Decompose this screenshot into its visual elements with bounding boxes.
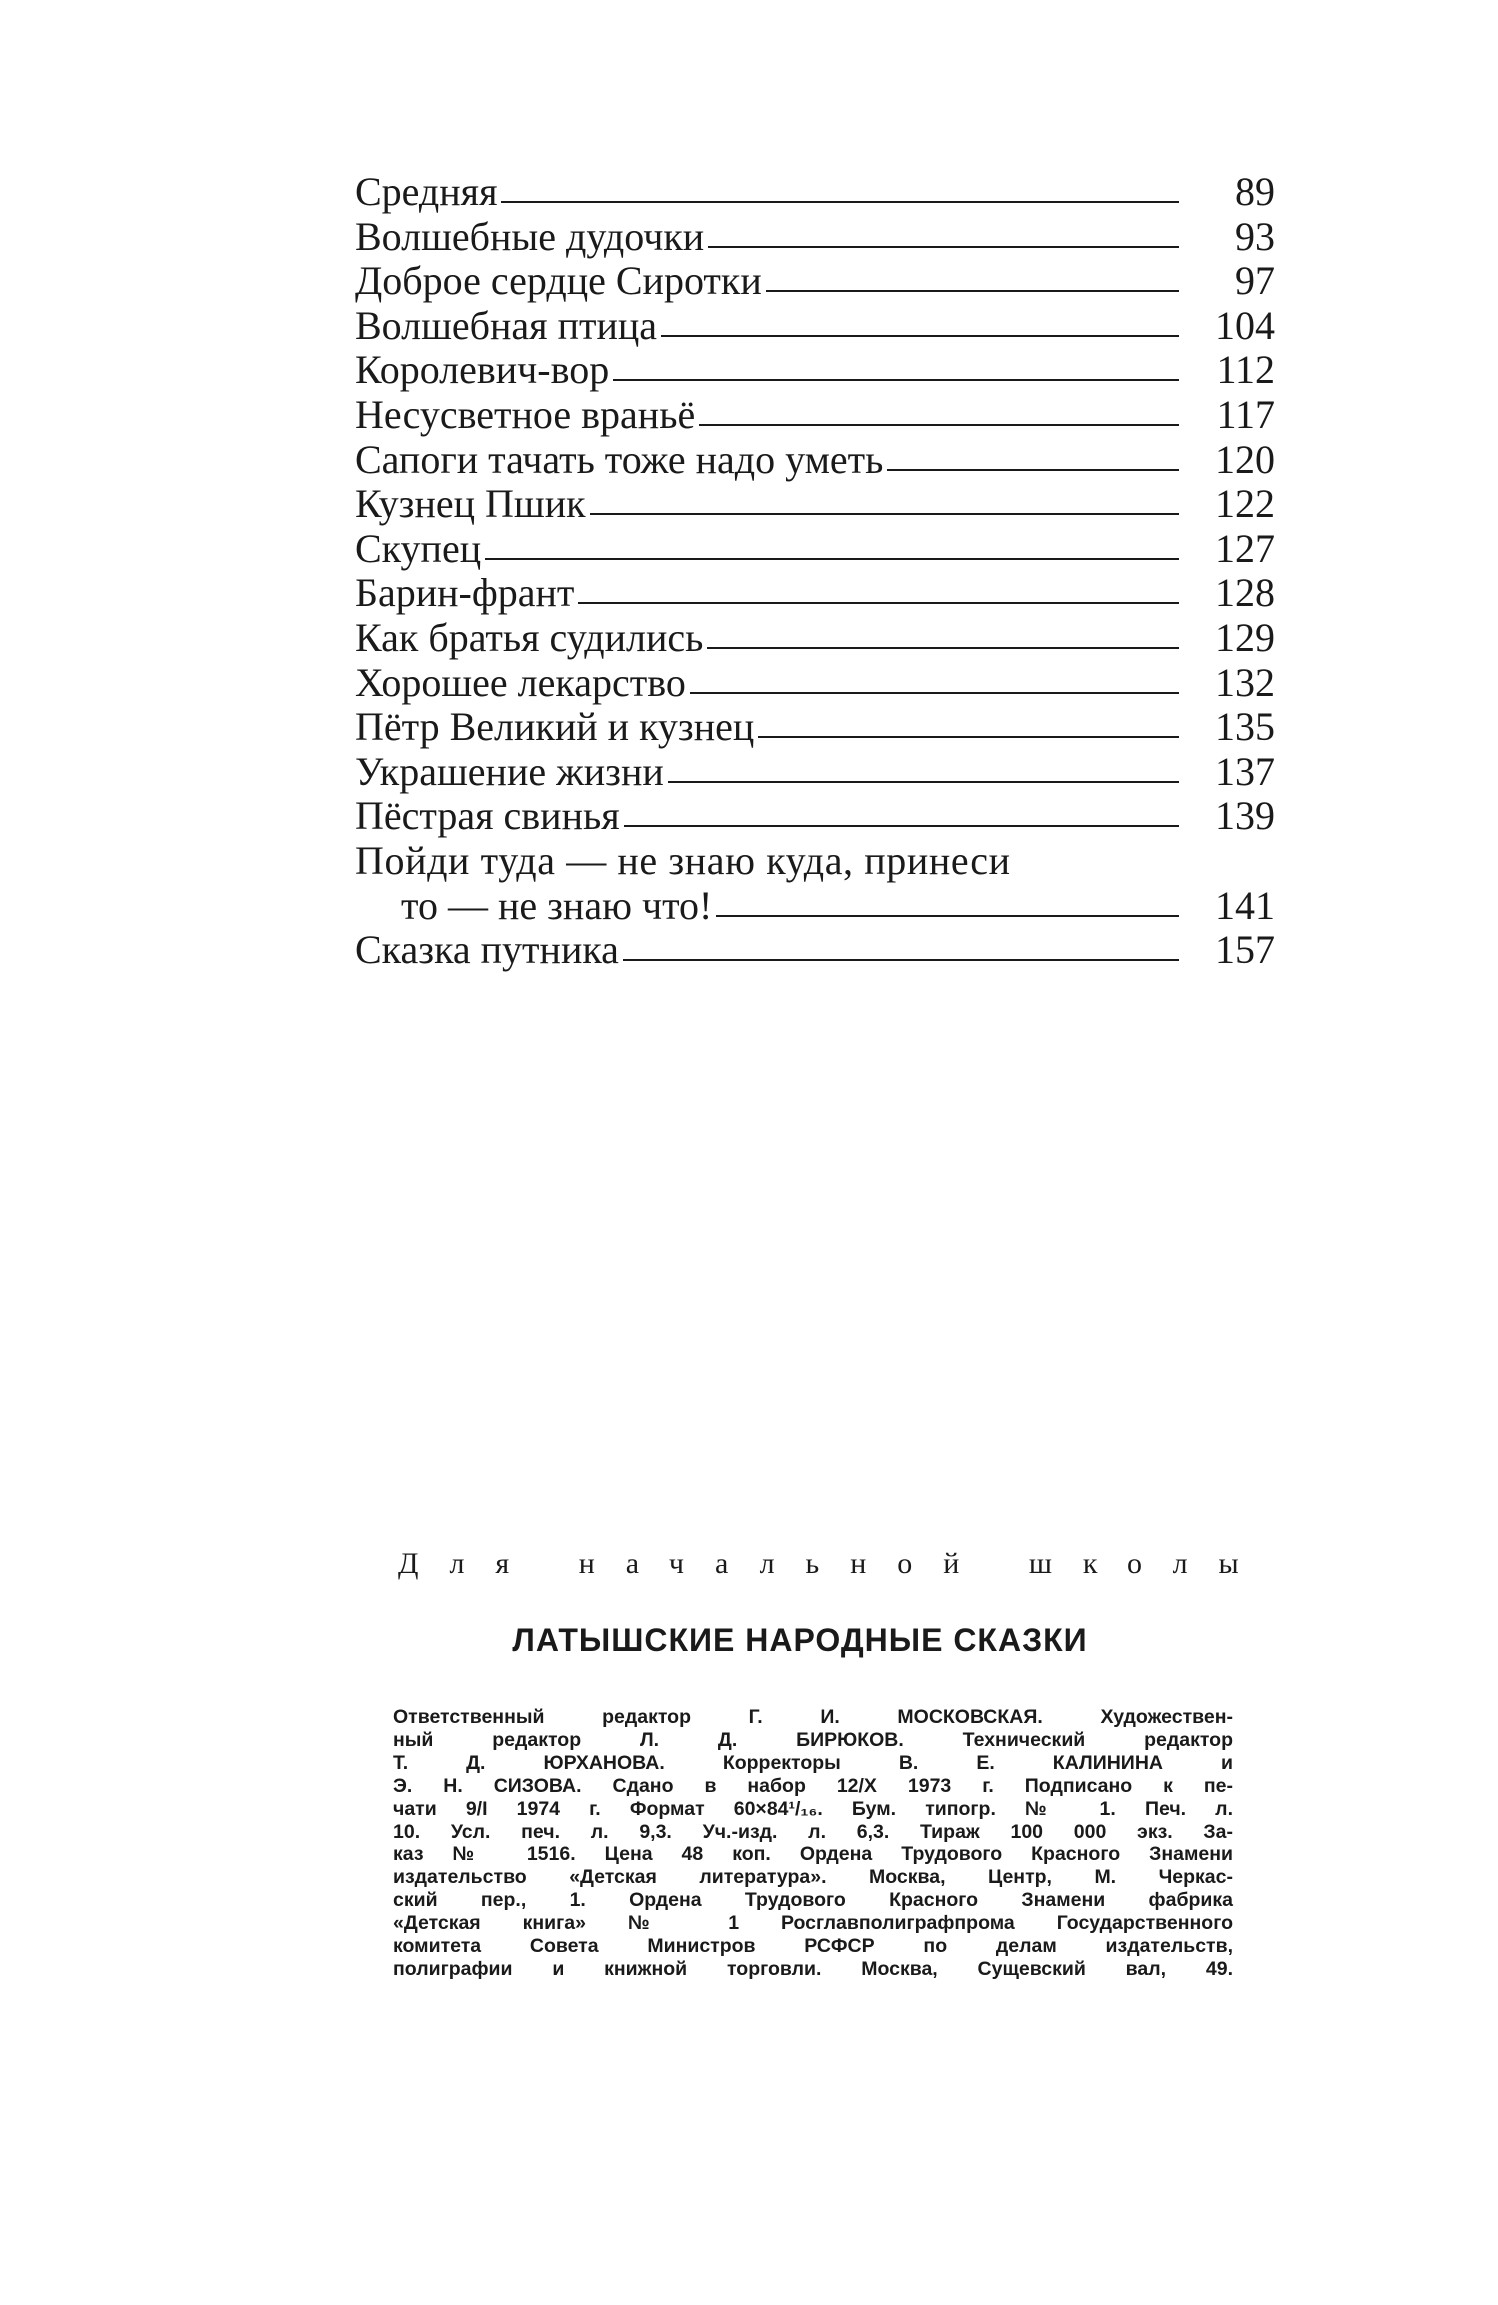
toc-page-number: 141 [1215,882,1275,928]
toc-leader [661,335,1179,337]
table-of-contents [355,170,1275,973]
toc-title: Кузнец Пшик [355,481,586,527]
toc-leader [590,513,1179,515]
toc-page-number: 112 [1216,347,1275,393]
toc-leader [699,424,1179,426]
toc-page-number: 127 [1215,525,1275,571]
imprint-line: ский пер., 1. Ордена Трудового Красного Знамени фабрика [393,1889,1233,1912]
toc-leader [690,692,1179,694]
toc-entry [355,348,1275,393]
toc-leader [613,379,1179,381]
toc-leader [766,290,1179,292]
toc-leader [623,959,1179,961]
imprint-line: Э. Н. СИЗОВА. Сдано в набор 12/X 1973 г. Подписано к пе- [393,1774,1233,1797]
toc-title: Несусветное враньё [355,391,696,437]
toc-title: Доброе сердце Сиротки [355,258,762,304]
toc-entry [355,750,1275,795]
toc-page-number: 128 [1215,570,1275,616]
toc-page-number: 137 [1215,748,1275,794]
toc-leader [707,647,1179,649]
toc-page-number: 135 [1215,704,1275,750]
toc-entry [355,839,1275,884]
toc-title: то — не знаю что! [401,882,713,928]
toc-entry [355,661,1275,706]
toc-entry [355,259,1275,304]
toc-entry [355,527,1275,572]
toc-entry [355,482,1275,527]
toc-page-number: 129 [1215,614,1275,660]
imprint-line: издательство «Детская литература». Москва, Центр, М. Черкас- [393,1866,1233,1889]
toc-leader [708,246,1179,248]
toc-entry [355,170,1275,215]
toc-page-number: 97 [1235,258,1275,304]
toc-title: Хорошее лекарство [355,659,686,705]
toc-title: Барин-франт [355,570,575,616]
toc-title: Пёстрая свинья [355,793,620,839]
toc-title: Сапоги тачать тоже надо уметь [355,436,884,482]
imprint-line: полиграфии и книжной торговли. Москва, Сущевский вал, 49. [393,1957,1233,1980]
toc-page-number: 89 [1235,169,1275,214]
imprint-line: «Детская книга» № 1 Росглавполиграфпрома Государственного [393,1912,1233,1935]
imprint-block [393,1706,1233,1981]
series-name: Для начальной школы [398,1547,1270,1580]
imprint-line: чати 9/I 1974 г. Формат 60×84¹/₁₆. Бум. типогр. № 1. Печ. л. [393,1797,1233,1820]
toc-leader [887,469,1179,471]
toc-title: Как братья судились [355,614,704,660]
toc-entry [355,438,1275,483]
toc-page-number: 120 [1215,436,1275,482]
toc-page-number: 157 [1215,927,1275,973]
toc-page-number: 132 [1215,659,1275,705]
toc-entry [355,705,1275,750]
toc-title: Волшебные дудочки [355,213,705,259]
toc-entry [355,616,1275,661]
toc-page-number: 139 [1215,793,1275,839]
toc-entry [355,884,1275,929]
toc-leader [485,558,1179,560]
toc-title: Пётр Великий и кузнец [355,704,755,750]
imprint-line: комитета Совета Министров РСФСР по делам издательств, [393,1935,1233,1958]
toc-leader [758,736,1179,738]
toc-entry [355,794,1275,839]
toc-page-number: 104 [1215,302,1275,348]
toc-title: Пойди туда — не знаю куда, принеси [355,837,1011,883]
toc-title: Украшение жизни [355,748,664,794]
toc-entry [355,215,1275,260]
toc-leader [578,602,1179,604]
toc-title: Волшебная птица [355,302,658,348]
toc-title: Королевич-вор [355,347,610,393]
toc-leader [668,781,1179,783]
toc-title: Сказка путника [355,927,619,973]
imprint-line: Ответственный редактор Г. И. МОСКОВСКАЯ. Художествен- [393,1706,1233,1728]
toc-title: Скупец [355,525,482,571]
imprint-line: 10. Усл. печ. л. 9,3. Уч.-изд. л. 6,3. Тираж 100 000 экз. За- [393,1820,1233,1843]
imprint-line: Т. Д. ЮРХАНОВА. Корректоры В. Е. КАЛИНИНА и [393,1751,1233,1774]
toc-entry [355,393,1275,438]
toc-title: Средняя [355,169,498,214]
toc-page-number: 93 [1235,213,1275,259]
toc-leader [501,201,1179,203]
imprint-line: каз № 1516. Цена 48 коп. Ордена Трудового Красного Знамени [393,1843,1233,1866]
toc-leader [624,825,1179,827]
toc-page-number: 117 [1216,391,1275,437]
toc-entry [355,571,1275,616]
toc-entry [355,304,1275,349]
toc-leader [716,915,1179,917]
toc-entry [355,928,1275,973]
imprint-line: ный редактор Л. Д. БИРЮКОВ. Технический редактор [393,1728,1233,1751]
book-title: ЛАТЫШСКИЕ НАРОДНЫЕ СКАЗКИ [512,1622,1088,1658]
toc-page-number: 122 [1215,481,1275,527]
